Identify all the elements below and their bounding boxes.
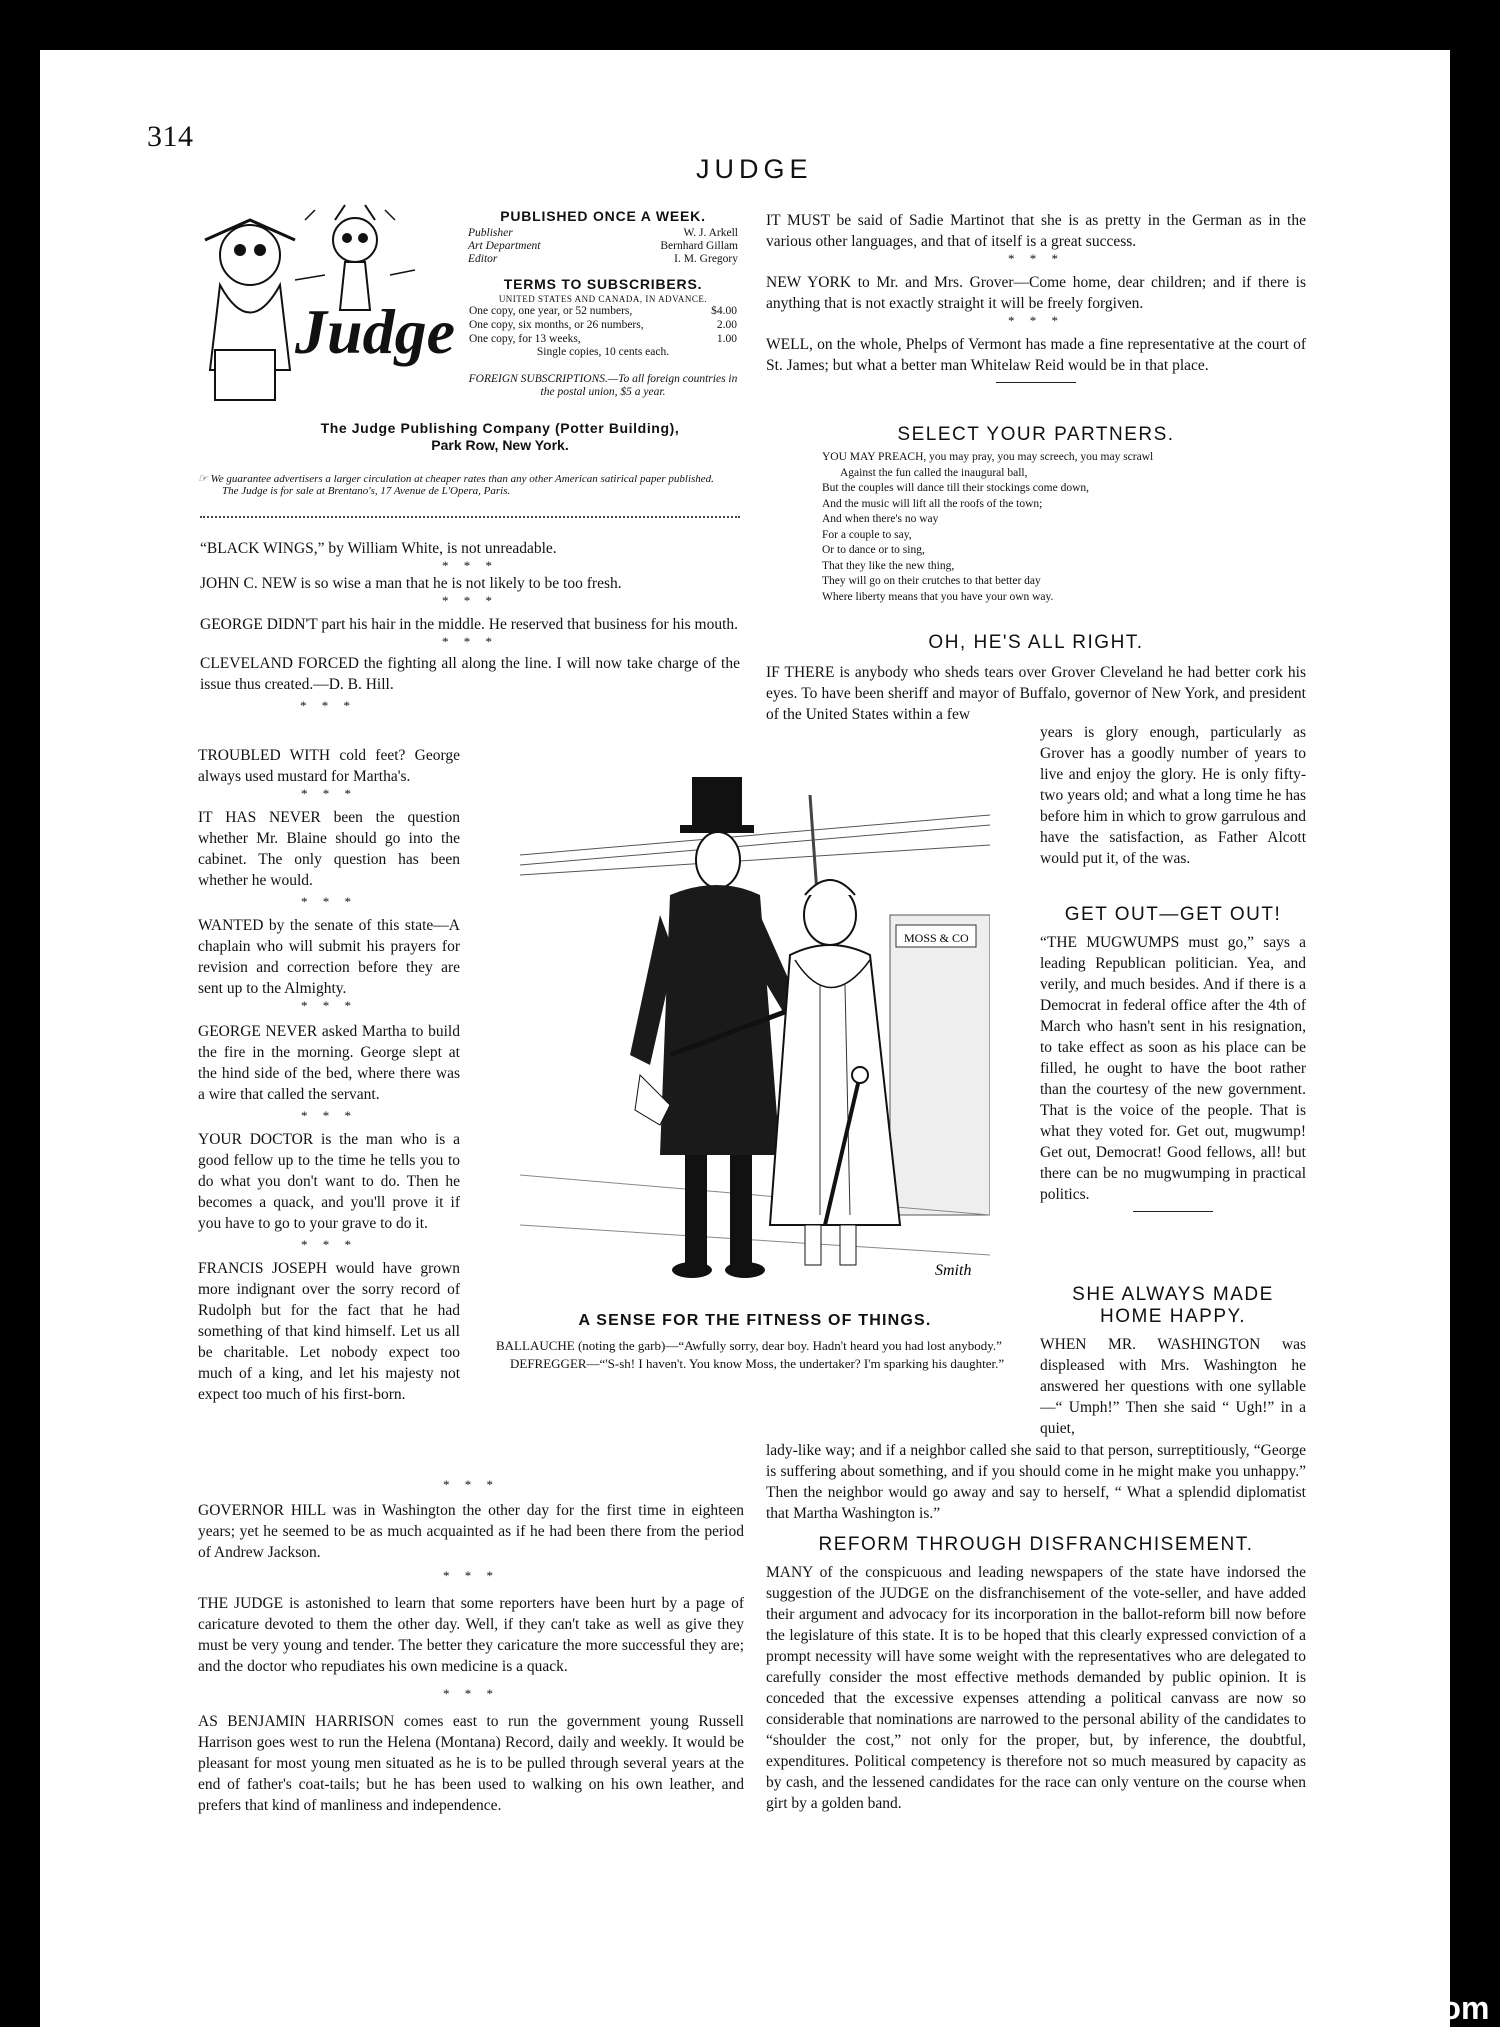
star-separator: * * * xyxy=(442,593,498,608)
rate-price: $4.00 xyxy=(711,305,737,317)
item-black-wings: “BLACK WINGS,” by William White, is not unreadable. xyxy=(200,540,557,557)
sale-notice: The Judge is for sale at Brentano's, 17 Avenue de L'Opera, Paris. xyxy=(222,485,511,497)
oh-hes-all-right xyxy=(766,632,1306,725)
star-separator: * * * xyxy=(442,558,498,573)
page-edge xyxy=(1450,60,1500,2027)
credit-row xyxy=(468,253,738,266)
section-title: GET OUT—GET OUT! xyxy=(1064,904,1282,925)
rates-table xyxy=(468,304,738,346)
home-happy-section xyxy=(1040,1284,1306,1439)
guarantee-text: We guarantee advertisers a larger circulation at cheaper rates than any other American satirical paper published. xyxy=(210,473,714,485)
caption-line-2: DEFREGGER—“'S-sh! I haven't. You know Moss, the undertaker? I'm sparking his daughter.” xyxy=(510,1356,1005,1371)
item-george-fire: GEORGE NEVER asked Martha to build the fire in the morning. George slept at the hind side of the bed, where there was a wire that called the servant. xyxy=(198,1023,460,1103)
credit-role: Publisher xyxy=(468,227,513,239)
poem-line: Where liberty means that you have your own way. xyxy=(822,590,1054,603)
left-narrow-column xyxy=(198,745,460,1405)
star-separator: * * * xyxy=(301,1108,357,1123)
credit-name: Bernhard Gillam xyxy=(660,240,738,252)
star-separator: * * * xyxy=(443,1477,499,1492)
poem-lines xyxy=(766,450,1306,605)
cartoon-drawing xyxy=(520,755,990,1305)
item-new-york: NEW YORK to Mr. and Mrs. Grover—Come home, dear children; and if there is anything that is not exactly straight it will be freely forgiven. xyxy=(766,274,1306,312)
rate-price: 1.00 xyxy=(716,333,737,345)
rate-row xyxy=(468,318,738,332)
section-title: REFORM THROUGH DISFRANCHISEMENT. xyxy=(818,1534,1254,1555)
judge-logo xyxy=(195,200,475,420)
section-title: OH, HE'S ALL RIGHT. xyxy=(928,632,1144,653)
item-john-new: JOHN C. NEW is so wise a man that he is not likely to be too fresh. xyxy=(200,575,622,592)
poem-line: YOU MAY PREACH, you may pray, you may screech, you may scrawl xyxy=(822,451,1154,463)
artist-signature: Smith xyxy=(935,1262,972,1279)
credit-name: I. M. Gregory xyxy=(674,253,738,265)
rate-text: One copy, for 13 weeks, xyxy=(469,333,581,345)
star-separator: * * * xyxy=(443,1568,499,1583)
company-address: Park Row, New York. xyxy=(431,437,569,453)
star-separator: * * * xyxy=(301,998,357,1013)
poem-line: Or to dance or to sing, xyxy=(822,544,925,556)
star-separator: * * * xyxy=(443,1686,499,1701)
poem-line: And when there's no way xyxy=(822,513,939,525)
poem-line: That they like the new thing, xyxy=(822,559,955,572)
credits-table xyxy=(468,227,738,266)
section-title: SHE ALWAYS MADE HOME HAPPY. xyxy=(1072,1284,1274,1327)
left-column-bottom xyxy=(198,1478,744,1816)
masthead-divider xyxy=(200,510,740,518)
star-separator: * * * xyxy=(1008,251,1064,266)
short-rule xyxy=(1133,1211,1213,1212)
credit-role: Art Department xyxy=(468,240,541,252)
star-separator: * * * xyxy=(300,698,356,713)
star-separator: * * * xyxy=(301,1237,357,1252)
poem-line: And the music will lift all the roofs of the town; xyxy=(822,497,1043,510)
item-george-hair: GEORGE DIDN'T part his hair in the middle. He reserved that business for his mouth. xyxy=(200,616,739,633)
terms-title: TERMS TO SUBSCRIBERS. xyxy=(503,276,703,292)
poem-line: For a couple to say, xyxy=(822,528,912,541)
credit-row xyxy=(468,240,738,253)
home-happy-wide-text: lady-like way; and if a neighbor called she said to that person, surreptitiously, “George is suffering about something, and if you should come in he might make you unhappy.” Then the neighbor would go away and say to herself, “ What a splendid diplomatist that Martha Washington is.” xyxy=(766,1442,1306,1522)
item-sadie-martinot: IT MUST be said of Sadie Martinot that she is as pretty in the German as in the various other languages, and that of itself is a great success. xyxy=(766,212,1306,250)
company-name: The Judge Publishing Company (Potter Building), xyxy=(320,420,680,436)
published-weekly: PUBLISHED ONCE A WEEK. xyxy=(500,208,706,224)
page-number: 314 xyxy=(147,120,194,153)
item-cleveland: CLEVELAND FORCED the fighting all along the line. I will now take charge of the issue thus created.—D. B. Hill. xyxy=(200,655,740,693)
section-text-narrow: WHEN MR. WASHINGTON was displeased with Mrs. Washington he answered her questions with one syllable—“ Umph!” Then she said “ Ugh!” in a quiet, xyxy=(1040,1336,1306,1437)
section-text: “THE MUGWUMPS must go,” says a leading Republican politician. Yea, and verily, and much besides. And if there is a Democrat in federal office after the 4th of March who hasn't sent in his resignation, to take effect as soon as his place can be filled, he ought to have the boot rather than the courtesy of the new government. That is the voice of the people. That is what they voted for. Get out, mugwump! Get out, Democrat! Good fellows, all! but there can be no mugwumping in practical politics. xyxy=(1040,934,1306,1203)
credit-name: W. J. Arkell xyxy=(683,227,738,239)
terms-sub: UNITED STATES AND CANADA, IN ADVANCE. xyxy=(498,294,708,304)
poem-line: They will go on their crutches to that better day xyxy=(822,575,1041,587)
get-out-section xyxy=(1040,904,1306,1212)
item-wanted-chaplain: WANTED by the senate of this state—A chaplain who will submit his prayers for revision and correction before they are sent up to the Almighty. xyxy=(198,917,460,997)
rate-row xyxy=(468,304,738,318)
single-copies: Single copies, 10 cents each. xyxy=(536,346,670,358)
section-text: MANY of the conspicuous and leading newspapers of the state have indorsed the suggestion of the JUDGE on the disfranchisement of the vote-seller, and have added their argument and advocacy for its incorporation in the ballot-reform bill now before the legislature of this state. It is to be hoped that this clearly expressed conviction of a prompt necessity will have some weight with the representatives who are delegated to carefully consider the most effective methods demanded by public opinion. It is conceded that the excessive expenses attending a political canvass are now so considerable that nominations are narrowed to the personal ability of the candidates to “shoulder the cost,” not only for the proper, but, by inference, the doubtful, expenditures. Political competency is therefore not so much measured by capacity as by cash, and the lessened candidates for the race can only venture on the course when girt by a golden band. xyxy=(766,1564,1306,1812)
rate-text: One copy, six months, or 26 numbers, xyxy=(469,319,644,331)
rate-row xyxy=(468,332,738,346)
rate-text: One copy, one year, or 52 numbers, xyxy=(469,305,633,317)
masthead-title: JUDGE xyxy=(696,154,813,184)
star-separator: * * * xyxy=(442,634,498,649)
oh-hes-narrow-text: years is glory enough, particularly as Grover has a goodly number of years to live and enjoy the glory. He is only fifty-two years old; and what a long time he has before him in which to grow garrulous and have the satisfaction, as Father Alcott would put it, of the was. xyxy=(1040,724,1306,867)
advertiser-guarantee xyxy=(198,473,738,497)
watermark-label: comicbooks.com xyxy=(1228,1990,1490,2026)
logo-text: Judge xyxy=(295,296,455,367)
foreign-subscriptions: FOREIGN SUBSCRIPTIONS.—To all foreign countries in the postal union, $5 a year. xyxy=(468,373,738,398)
poem-section xyxy=(766,424,1306,605)
cartoon-illustration xyxy=(520,755,990,1305)
shop-sign: MOSS & CO xyxy=(904,931,969,945)
item-judge-astonished: THE JUDGE is astonished to learn that some reporters have been hurt by a page of caricature devoted to them the other day. Well, if they can't take as well as give they must be very young and tender. The better they caricature the more successful they are; and the doctor who repudiates his own medicine is a quack. xyxy=(198,1595,744,1675)
item-phelps: WELL, on the whole, Phelps of Vermont has made a fine representative at the court of St. James; but what a better man Whitelaw Reid would be in that place. xyxy=(766,336,1306,374)
item-governor-hill: GOVERNOR HILL was in Washington the other day for the first time in eighteen years; yet he seemed to be as much acquainted as if he had been there from the period of Andrew Jackson. xyxy=(198,1502,744,1561)
item-francis-joseph: FRANCIS JOSEPH would have grown more indignant over the sorry record of Rudolph but for the fact that he had something of that kind himself. Let us all be charitable. Let nobody expect too much of a king, and let his majesty not expect too much of his first-born. xyxy=(198,1260,460,1403)
section-text-wide: IF THERE is anybody who sheds tears over Grover Cleveland he had better cork his eyes. To have been sheriff and mayor of Buffalo, governor of New York, and president of the United States within a few xyxy=(766,664,1306,723)
right-column-top xyxy=(766,210,1306,383)
item-troubled: TROUBLED WITH cold feet? George always used mustard for Martha's. xyxy=(198,747,460,785)
left-column-top xyxy=(200,538,740,713)
item-your-doctor: YOUR DOCTOR is the man who is a good fellow up to the time he tells you to do what you don't want to do. Then he becomes a quack, and you'll prove it if you have to go to your grave to do it. xyxy=(198,1131,460,1232)
poem-line: Against the fun called the inaugural ball, xyxy=(840,466,1028,479)
star-separator: * * * xyxy=(301,894,357,909)
caption-line-1: BALLAUCHE (noting the garb)—“Awfully sorry, dear boy. Hadn't heard you had lost anybody.” xyxy=(496,1338,1002,1353)
star-separator: * * * xyxy=(1008,313,1064,328)
pointing-hand-icon: ☞ xyxy=(198,473,211,485)
reform-section xyxy=(766,1534,1306,1814)
short-rule xyxy=(996,382,1076,383)
item-benjamin-harrison: AS BENJAMIN HARRISON comes east to run the government young Russell Harrison goes west to run the Helena (Montana) Record, daily and weekly. It would be pleasant for most young men situated as he is to be pulled through several years at the end of father's coat-tails; but he has been used to walking on his own leather, and prefers that kind of manliness and independence. xyxy=(198,1713,744,1814)
credit-role: Editor xyxy=(468,253,498,265)
credit-row xyxy=(468,227,738,240)
publisher-info xyxy=(468,208,738,399)
caption-title: A SENSE FOR THE FITNESS OF THINGS. xyxy=(578,1312,932,1329)
item-blaine: IT HAS NEVER been the question whether Mr. Blaine should go into the cabinet. The only question has been whether he would. xyxy=(198,809,460,889)
poem-title: SELECT YOUR PARTNERS. xyxy=(897,424,1175,445)
poem-line: But the couples will dance till their stockings come down, xyxy=(822,482,1090,494)
cartoon-caption xyxy=(496,1312,1014,1372)
rate-price: 2.00 xyxy=(716,319,737,331)
star-separator: * * * xyxy=(301,786,357,801)
